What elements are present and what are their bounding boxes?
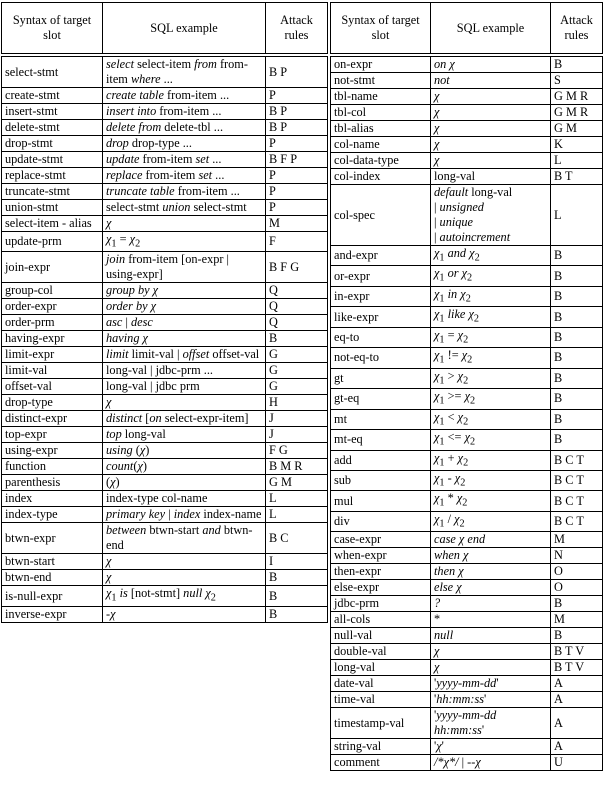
- example-cell: χ: [431, 105, 551, 121]
- table-row: [2, 570, 328, 586]
- table-row: [2, 347, 328, 363]
- rules-cell: P: [266, 88, 328, 104]
- slot-cell: join-expr: [2, 252, 103, 283]
- example-cell: χ: [431, 121, 551, 137]
- rules-cell: A: [551, 739, 603, 755]
- rules-cell: B C T: [551, 470, 603, 490]
- example-cell: $\chi_1 = \chi_2$: [103, 232, 266, 252]
- rules-cell: H: [266, 395, 328, 411]
- slot-cell: inverse-expr: [2, 606, 103, 622]
- rules-cell: B P: [266, 57, 328, 88]
- slot-cell: group-col: [2, 283, 103, 299]
- rules-cell: B: [551, 327, 603, 347]
- slot-cell: limit-expr: [2, 347, 103, 363]
- example-cell: not: [431, 73, 551, 89]
- rules-cell: K: [551, 137, 603, 153]
- slot-cell: offset-val: [2, 379, 103, 395]
- slot-cell: time-val: [331, 692, 431, 708]
- example-cell: primary key | index index-name: [103, 507, 266, 523]
- example-cell: having χ: [103, 331, 266, 347]
- table-row: [2, 315, 328, 331]
- slot-cell: update-stmt: [2, 152, 103, 168]
- slot-cell: on-expr: [331, 57, 431, 73]
- slot-cell: select-item - alias: [2, 216, 103, 232]
- rules-cell: M: [266, 216, 328, 232]
- rules-cell: B F P: [266, 152, 328, 168]
- header-slot: Syntax of target slot: [2, 3, 103, 54]
- slot-cell: order-prm: [2, 315, 103, 331]
- slot-cell: create-stmt: [2, 88, 103, 104]
- rules-cell: B F G: [266, 252, 328, 283]
- table-row: [2, 120, 328, 136]
- example-cell: case χ end: [431, 532, 551, 548]
- example-cell: $\chi_1 - \chi_2$: [431, 470, 551, 490]
- slot-cell: delete-stmt: [2, 120, 103, 136]
- rules-cell: G M R: [551, 105, 603, 121]
- table-row: [2, 395, 328, 411]
- table-row: [2, 88, 328, 104]
- table-row: [331, 73, 603, 89]
- slot-cell: btwn-end: [2, 570, 103, 586]
- slot-cell: then-expr: [331, 564, 431, 580]
- example-cell: 'yyyy-mm-dd': [431, 676, 551, 692]
- table-row: [331, 57, 603, 73]
- example-cell: top long-val: [103, 427, 266, 443]
- table-row: [331, 491, 603, 511]
- rules-cell: B: [551, 307, 603, 327]
- table-row: [331, 708, 603, 739]
- slot-cell: function: [2, 459, 103, 475]
- slot-cell: not-eq-to: [331, 348, 431, 368]
- table-row: [331, 511, 603, 531]
- slot-cell: select-stmt: [2, 57, 103, 88]
- rules-cell: B: [551, 389, 603, 409]
- example-cell: χ: [103, 570, 266, 586]
- slot-cell: in-expr: [331, 286, 431, 306]
- rules-cell: M: [551, 612, 603, 628]
- slot-cell: index-type: [2, 507, 103, 523]
- example-cell: $\chi_1$ != $\chi_2$: [431, 348, 551, 368]
- slot-cell: top-expr: [2, 427, 103, 443]
- rules-cell: B M R: [266, 459, 328, 475]
- table-row: [331, 739, 603, 755]
- table-row: [331, 327, 603, 347]
- rules-cell: O: [551, 564, 603, 580]
- slot-cell: update-prm: [2, 232, 103, 252]
- rules-cell: L: [266, 507, 328, 523]
- slot-cell: drop-stmt: [2, 136, 103, 152]
- table-row: [2, 507, 328, 523]
- slot-cell: all-cols: [331, 612, 431, 628]
- rules-cell: B T V: [551, 660, 603, 676]
- example-cell: -χ: [103, 606, 266, 622]
- table-row: [2, 283, 328, 299]
- example-cell: distinct [on select-expr-item]: [103, 411, 266, 427]
- table-row: [331, 389, 603, 409]
- slot-cell: date-val: [331, 676, 431, 692]
- example-cell: $\chi_1$ or $\chi_2$: [431, 266, 551, 286]
- table-row: [2, 331, 328, 347]
- rules-cell: P: [266, 184, 328, 200]
- rules-cell: F: [266, 232, 328, 252]
- slot-cell: or-expr: [331, 266, 431, 286]
- rules-cell: N: [551, 548, 603, 564]
- table-row: [2, 554, 328, 570]
- slot-cell: using-expr: [2, 443, 103, 459]
- example-cell: χ: [431, 153, 551, 169]
- table-row: [331, 660, 603, 676]
- rules-cell: B: [551, 628, 603, 644]
- rules-cell: B C T: [551, 491, 603, 511]
- slot-cell: col-spec: [331, 185, 431, 246]
- example-cell: χ: [431, 89, 551, 105]
- slot-cell: eq-to: [331, 327, 431, 347]
- slot-cell: index: [2, 491, 103, 507]
- slot-cell: drop-type: [2, 395, 103, 411]
- rules-cell: Q: [266, 315, 328, 331]
- example-cell: on χ: [431, 57, 551, 73]
- slot-cell: jdbc-prm: [331, 596, 431, 612]
- example-cell: between btwn-start and btwn-end: [103, 523, 266, 554]
- slot-cell: timestamp-val: [331, 708, 431, 739]
- rules-cell: B: [551, 368, 603, 388]
- left-table: [1, 2, 328, 623]
- table-row: [2, 200, 328, 216]
- example-cell: when χ: [431, 548, 551, 564]
- table-row: [2, 152, 328, 168]
- header-slot: Syntax of target slot: [331, 3, 431, 54]
- slot-cell: insert-stmt: [2, 104, 103, 120]
- table-row: [331, 121, 603, 137]
- example-cell: count(χ): [103, 459, 266, 475]
- example-cell: 'yyyy-mm-dd hh:mm:ss': [431, 708, 551, 739]
- slot-cell: sub: [331, 470, 431, 490]
- rules-cell: I: [266, 554, 328, 570]
- table-row: [331, 612, 603, 628]
- table-row: [2, 523, 328, 554]
- example-cell: delete from delete-tbl ...: [103, 120, 266, 136]
- table-row: [2, 252, 328, 283]
- slot-cell: btwn-start: [2, 554, 103, 570]
- example-cell: $\chi_1$ like $\chi_2$: [431, 307, 551, 327]
- example-cell: /*χ*/ | --χ: [431, 755, 551, 771]
- header-example: SQL example: [103, 3, 266, 54]
- rules-cell: L: [551, 185, 603, 246]
- example-cell: $\chi_1 > \chi_2$: [431, 368, 551, 388]
- header-rules: Attack rules: [266, 3, 328, 54]
- table-row: [331, 430, 603, 450]
- slot-cell: gt: [331, 368, 431, 388]
- table-row: [2, 168, 328, 184]
- example-cell: update from-item set ...: [103, 152, 266, 168]
- rules-cell: P: [266, 136, 328, 152]
- slot-cell: parenthesis: [2, 475, 103, 491]
- example-cell: χ: [103, 395, 266, 411]
- table-row: [2, 427, 328, 443]
- rules-cell: B P: [266, 120, 328, 136]
- rules-cell: U: [551, 755, 603, 771]
- example-cell: long-val | jdbc-prm ...: [103, 363, 266, 379]
- table-row: [331, 628, 603, 644]
- slot-cell: and-expr: [331, 246, 431, 266]
- rules-cell: B T: [551, 169, 603, 185]
- example-cell: χ: [431, 644, 551, 660]
- table-row: [331, 470, 603, 490]
- rules-cell: B: [551, 409, 603, 429]
- header-rules: Attack rules: [551, 3, 603, 54]
- slot-cell: truncate-stmt: [2, 184, 103, 200]
- example-cell: $\chi_1 / \chi_2$: [431, 511, 551, 531]
- table-row: [331, 644, 603, 660]
- slot-cell: when-expr: [331, 548, 431, 564]
- slot-cell: btwn-expr: [2, 523, 103, 554]
- example-cell: create table from-item ...: [103, 88, 266, 104]
- example-cell: χ: [431, 660, 551, 676]
- table-row: [331, 246, 603, 266]
- rules-cell: G M: [266, 475, 328, 491]
- rules-cell: A: [551, 676, 603, 692]
- slot-cell: order-expr: [2, 299, 103, 315]
- rules-cell: Q: [266, 299, 328, 315]
- slot-cell: comment: [331, 755, 431, 771]
- rules-cell: B: [266, 586, 328, 606]
- table-row: [331, 89, 603, 105]
- example-cell: select select-item from from-item where ...: [103, 57, 266, 88]
- rules-cell: G: [266, 379, 328, 395]
- table-row: [331, 286, 603, 306]
- slot-cell: null-val: [331, 628, 431, 644]
- example-cell: $\chi_1$ is [not-stmt] null $\chi_2$: [103, 586, 266, 606]
- rules-cell: G: [266, 363, 328, 379]
- table-row: [331, 153, 603, 169]
- table-row: [331, 532, 603, 548]
- slot-cell: tbl-col: [331, 105, 431, 121]
- example-cell: χ: [103, 216, 266, 232]
- slot-cell: mt: [331, 409, 431, 429]
- table-row: [2, 586, 328, 606]
- table-row: [2, 232, 328, 252]
- example-cell: limit limit-val | offset offset-val: [103, 347, 266, 363]
- slot-cell: else-expr: [331, 580, 431, 596]
- table-row: [2, 606, 328, 622]
- rules-cell: B: [266, 570, 328, 586]
- slot-cell: add: [331, 450, 431, 470]
- slot-cell: tbl-alias: [331, 121, 431, 137]
- example-cell: $\chi_1 < \chi_2$: [431, 409, 551, 429]
- example-cell: (χ): [103, 475, 266, 491]
- example-cell: select-stmt union select-stmt: [103, 200, 266, 216]
- table-row: [331, 580, 603, 596]
- table-row: [331, 692, 603, 708]
- table-row: [331, 307, 603, 327]
- example-cell: $\chi_1$ in $\chi_2$: [431, 286, 551, 306]
- example-cell: $\chi_1 * \chi_2$: [431, 491, 551, 511]
- example-cell: replace from-item set ...: [103, 168, 266, 184]
- table-row: [2, 184, 328, 200]
- table-row: [2, 379, 328, 395]
- table-row: [331, 676, 603, 692]
- example-cell: drop drop-type ...: [103, 136, 266, 152]
- example-cell: asc | desc: [103, 315, 266, 331]
- example-cell: order by χ: [103, 299, 266, 315]
- table-row: [331, 169, 603, 185]
- slot-cell: mt-eq: [331, 430, 431, 450]
- slot-cell: long-val: [331, 660, 431, 676]
- rules-cell: G M R: [551, 89, 603, 105]
- table-row: [2, 443, 328, 459]
- rules-cell: F G: [266, 443, 328, 459]
- right-table: [330, 2, 603, 771]
- slot-cell: case-expr: [331, 532, 431, 548]
- table-row: [331, 548, 603, 564]
- slot-cell: col-name: [331, 137, 431, 153]
- rules-cell: B C T: [551, 511, 603, 531]
- example-cell: null: [431, 628, 551, 644]
- rules-cell: B: [551, 430, 603, 450]
- slot-cell: like-expr: [331, 307, 431, 327]
- table-row: [2, 363, 328, 379]
- slot-cell: col-data-type: [331, 153, 431, 169]
- slot-cell: double-val: [331, 644, 431, 660]
- rules-cell: B: [551, 246, 603, 266]
- example-cell: join from-item [on-expr | using-expr]: [103, 252, 266, 283]
- rules-cell: J: [266, 427, 328, 443]
- example-cell: χ: [103, 554, 266, 570]
- table-row: [2, 136, 328, 152]
- example-cell: χ: [431, 137, 551, 153]
- slot-cell: having-expr: [2, 331, 103, 347]
- header-example: SQL example: [431, 3, 551, 54]
- table-row: [2, 299, 328, 315]
- table-row: [2, 216, 328, 232]
- slot-cell: distinct-expr: [2, 411, 103, 427]
- slot-cell: not-stmt: [331, 73, 431, 89]
- header-row: [331, 3, 603, 54]
- rules-cell: B: [551, 348, 603, 368]
- rules-cell: B C T: [551, 450, 603, 470]
- rules-cell: M: [551, 532, 603, 548]
- example-cell: truncate table from-item ...: [103, 184, 266, 200]
- table-row: [2, 411, 328, 427]
- table-row: [331, 266, 603, 286]
- rules-cell: O: [551, 580, 603, 596]
- rules-cell: J: [266, 411, 328, 427]
- example-cell: *: [431, 612, 551, 628]
- example-cell: 'hh:mm:ss': [431, 692, 551, 708]
- rules-cell: S: [551, 73, 603, 89]
- slot-cell: limit-val: [2, 363, 103, 379]
- example-cell: $\chi_1 >= \chi_2$: [431, 389, 551, 409]
- example-cell: then χ: [431, 564, 551, 580]
- rules-cell: B: [551, 286, 603, 306]
- table-row: [331, 185, 603, 246]
- table-row: [331, 105, 603, 121]
- slot-cell: div: [331, 511, 431, 531]
- rules-cell: B P: [266, 104, 328, 120]
- slot-cell: tbl-name: [331, 89, 431, 105]
- rules-cell: A: [551, 692, 603, 708]
- slot-cell: replace-stmt: [2, 168, 103, 184]
- table-row: [331, 596, 603, 612]
- example-cell: 'χ': [431, 739, 551, 755]
- rules-cell: G: [266, 347, 328, 363]
- rules-cell: B: [551, 57, 603, 73]
- table-row: [2, 459, 328, 475]
- example-cell: group by χ: [103, 283, 266, 299]
- rules-cell: B: [266, 606, 328, 622]
- table-row: [331, 348, 603, 368]
- example-cell: $\chi_1$ and $\chi_2$: [431, 246, 551, 266]
- table-row: [2, 104, 328, 120]
- table-row: [331, 755, 603, 771]
- rules-cell: B: [551, 266, 603, 286]
- example-cell: $\chi_1 + \chi_2$: [431, 450, 551, 470]
- rules-cell: P: [266, 200, 328, 216]
- header-row: [2, 3, 328, 54]
- example-cell: insert into from-item ...: [103, 104, 266, 120]
- rules-cell: Q: [266, 283, 328, 299]
- slot-cell: is-null-expr: [2, 586, 103, 606]
- table-row: [331, 450, 603, 470]
- table-row: [331, 409, 603, 429]
- example-cell: else χ: [431, 580, 551, 596]
- slot-cell: union-stmt: [2, 200, 103, 216]
- slot-cell: string-val: [331, 739, 431, 755]
- table-row: [331, 137, 603, 153]
- rules-cell: B: [266, 331, 328, 347]
- rules-cell: B C: [266, 523, 328, 554]
- rules-cell: L: [551, 153, 603, 169]
- table-row: [2, 491, 328, 507]
- example-cell: default long-val | unsigned | unique | autoincrement: [431, 185, 551, 246]
- example-cell: $\chi_1 = \chi_2$: [431, 327, 551, 347]
- slot-cell: mul: [331, 491, 431, 511]
- example-cell: $\chi_1 <= \chi_2$: [431, 430, 551, 450]
- table-row: [2, 475, 328, 491]
- table-row: [331, 564, 603, 580]
- rules-cell: A: [551, 708, 603, 739]
- rules-cell: P: [266, 168, 328, 184]
- rules-cell: L: [266, 491, 328, 507]
- example-cell: index-type col-name: [103, 491, 266, 507]
- slot-cell: gt-eq: [331, 389, 431, 409]
- table-row: [331, 368, 603, 388]
- rules-cell: B: [551, 596, 603, 612]
- rules-cell: B T V: [551, 644, 603, 660]
- slot-cell: col-index: [331, 169, 431, 185]
- rules-cell: G M: [551, 121, 603, 137]
- example-cell: long-val: [431, 169, 551, 185]
- example-cell: ?: [431, 596, 551, 612]
- example-cell: using (χ): [103, 443, 266, 459]
- table-row: [2, 57, 328, 88]
- example-cell: long-val | jdbc prm: [103, 379, 266, 395]
